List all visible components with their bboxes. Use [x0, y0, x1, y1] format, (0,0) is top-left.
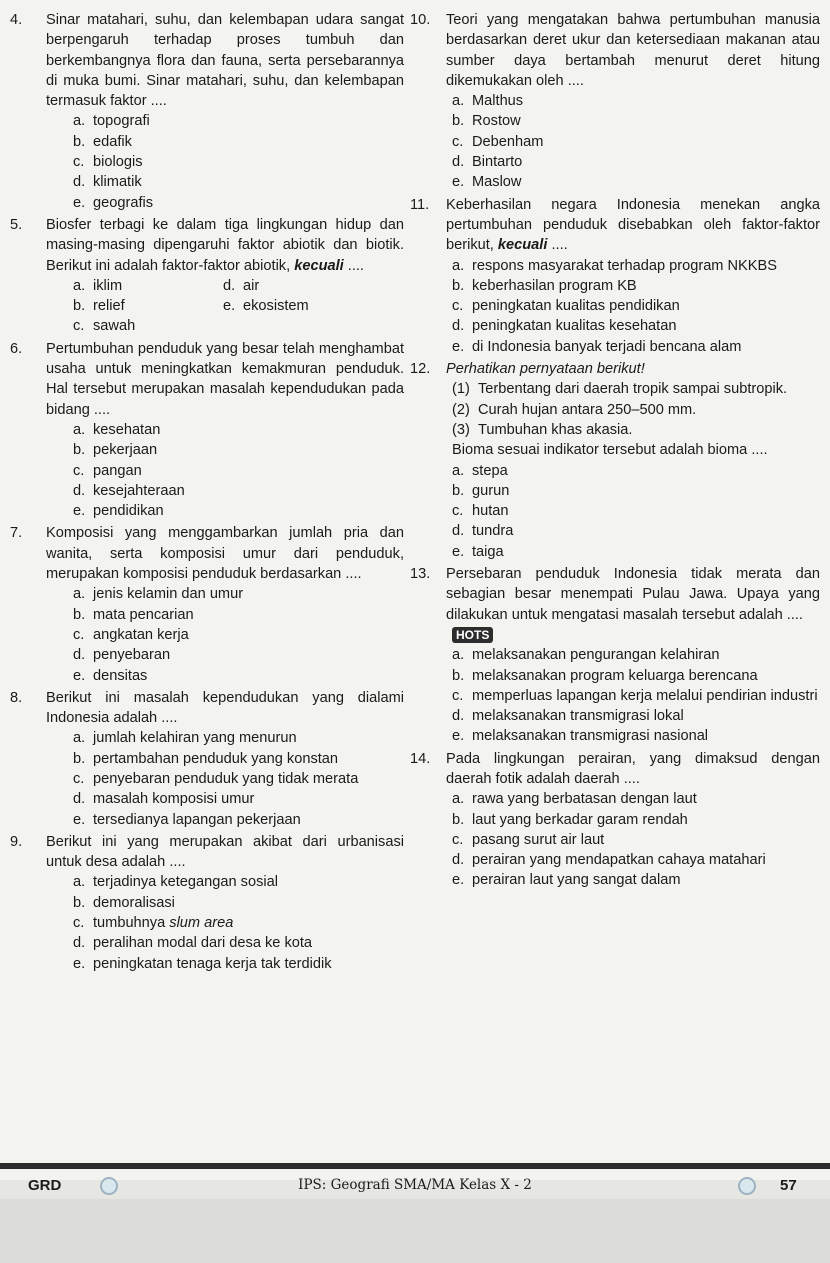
spacer	[8, 974, 404, 976]
answer-option	[73, 933, 404, 953]
answer-option	[73, 645, 404, 665]
option-letter: d.	[452, 708, 465, 725]
question-stem: Pada lingkungan perairan, yang dimaksud dengan daerah fotik adalah daerah ....	[446, 750, 820, 787]
option-text: peralihan modal dari desa ke kota	[93, 935, 313, 952]
statement	[452, 379, 820, 399]
question-number: 7.	[10, 525, 23, 542]
option-letter: c.	[73, 915, 85, 932]
option-text: edafik	[93, 133, 132, 150]
answer-option	[452, 542, 820, 562]
option-text: perairan laut yang sangat dalam	[472, 872, 681, 889]
question-row	[408, 10, 820, 91]
answer-option	[452, 645, 820, 665]
spacer	[408, 891, 820, 893]
answer-option	[73, 296, 223, 316]
option-text: melaksanakan transmigrasi lokal	[472, 708, 684, 725]
question-number: 13.	[410, 566, 431, 583]
answer-option	[73, 872, 404, 892]
question-stem: Biosfer terbagi ke dalam tiga lingkungan hidup dan masing-masing dipengaruhi faktor abiotik dan biotik. Berikut ini adalah faktor-faktor abiotik, kecuali ....	[46, 216, 404, 274]
question	[408, 564, 820, 749]
option-text: Bintarto	[472, 154, 523, 171]
option-grid	[73, 276, 404, 337]
question-row	[8, 339, 404, 420]
option-text: peningkatan kualitas pendidikan	[472, 298, 680, 315]
question-row	[408, 359, 820, 379]
option-letter: d.	[73, 791, 86, 808]
question-row	[8, 215, 404, 276]
question	[408, 10, 820, 195]
option-letter: e.	[452, 338, 465, 355]
option-letter: a.	[452, 93, 465, 110]
answer-option	[452, 850, 820, 870]
answer-option	[223, 276, 404, 296]
answer-option	[73, 584, 404, 604]
question-stem: Sinar matahari, suhu, dan kelembapan udara sangat berpengaruh terhadap proses tumbuh dan berkembangnya flora dan fauna, serta persebarannya di muka bumi. Sinar matahari, suhu, dan kelembapan termasuk faktor ....	[46, 12, 404, 110]
option-text: stepa	[472, 462, 508, 479]
option-text: mata pencarian	[93, 606, 194, 623]
option-list	[452, 789, 820, 890]
answer-option	[73, 893, 404, 913]
answer-option	[73, 625, 404, 645]
statement-text: Terbentang dari daerah tropik sampai subtropik.	[478, 381, 788, 398]
question-row	[408, 749, 820, 790]
option-text: demoralisasi	[93, 894, 175, 911]
answer-option	[73, 111, 404, 131]
question-row	[408, 564, 820, 625]
option-text: Malthus	[472, 93, 524, 110]
answer-option	[73, 420, 404, 440]
option-letter: c.	[73, 154, 85, 171]
question	[8, 339, 404, 524]
option-letter: e.	[73, 955, 86, 972]
left-column	[8, 10, 404, 976]
answer-option	[452, 726, 820, 746]
answer-option	[452, 256, 820, 276]
answer-option	[452, 172, 820, 192]
answer-option	[452, 686, 820, 706]
option-list	[452, 461, 820, 562]
option-text: perairan yang mendapatkan cahaya matahari	[472, 852, 766, 869]
question-stem-continued: Bioma sesuai indikator tersebut adalah bioma ....	[452, 442, 768, 459]
option-text: gurun	[472, 482, 510, 499]
option-letter: d.	[452, 154, 465, 171]
option-letter: b.	[73, 750, 86, 767]
answer-option	[452, 91, 820, 111]
answer-option	[73, 789, 404, 809]
option-text: taiga	[472, 543, 504, 560]
answer-option	[73, 666, 404, 686]
answer-option	[73, 276, 223, 296]
option-text: air	[243, 277, 260, 294]
option-text: tersedianya lapangan pekerjaan	[93, 811, 301, 828]
option-text: pendidikan	[93, 503, 164, 520]
option-letter: d.	[73, 174, 86, 191]
answer-option	[73, 913, 404, 933]
option-letter: e.	[452, 174, 465, 191]
page-footer	[0, 1163, 830, 1199]
question-stem: Persebaran penduduk Indonesia tidak merata dan sebagian besar menempati Pulau Jawa. Upaya yang dilakukan untuk mengatasi masalah tersebut adalah ....	[446, 566, 820, 623]
option-letter: c.	[452, 687, 464, 704]
option-letter: e.	[452, 872, 465, 889]
answer-option	[452, 111, 820, 131]
option-text: pertambahan penduduk yang konstan	[93, 750, 339, 767]
option-letter: c.	[452, 503, 464, 520]
answer-option	[452, 830, 820, 850]
question	[408, 195, 820, 359]
option-letter: a.	[452, 257, 465, 274]
option-text: Maslow	[472, 174, 522, 191]
option-letter: e.	[452, 728, 465, 745]
option-text: hutan	[472, 503, 509, 520]
statement-label: (2)	[452, 401, 470, 418]
answer-option	[452, 316, 820, 336]
option-text: tundra	[472, 523, 514, 540]
option-letter: c.	[73, 770, 85, 787]
option-letter: c.	[452, 831, 464, 848]
option-letter: a.	[73, 421, 86, 438]
option-letter: b.	[452, 113, 465, 130]
answer-option	[452, 501, 820, 521]
question	[8, 215, 404, 339]
option-text: peningkatan kualitas kesehatan	[472, 318, 677, 335]
option-text: pasang surut air laut	[472, 831, 605, 848]
answer-option	[73, 728, 404, 748]
circle-icon	[738, 1177, 756, 1195]
option-list	[452, 256, 820, 357]
option-letter: a.	[452, 462, 465, 479]
option-letter: b.	[73, 894, 86, 911]
option-list	[73, 111, 404, 212]
option-letter: d.	[452, 523, 465, 540]
option-letter: b.	[452, 667, 465, 684]
question	[8, 523, 404, 687]
answer-option	[73, 193, 404, 213]
option-text: melaksanakan pengurangan kelahiran	[472, 647, 720, 664]
option-letter: a.	[452, 791, 465, 808]
option-text: jumlah kelahiran yang menurun	[93, 730, 297, 747]
answer-option	[73, 440, 404, 460]
statement	[452, 420, 820, 440]
answer-option	[452, 870, 820, 890]
answer-option	[452, 296, 820, 316]
option-letter: d.	[73, 935, 86, 952]
option-list	[73, 728, 404, 829]
option-letter: e.	[73, 667, 86, 684]
option-letter: b.	[73, 298, 86, 315]
question	[8, 10, 404, 215]
answer-option	[73, 152, 404, 172]
question-stem: Berikut ini yang merupakan akibat dari urbanisasi untuk desa adalah ....	[46, 833, 404, 871]
option-text: topografi	[93, 113, 150, 130]
option-text: relief	[93, 298, 125, 315]
option-letter: d.	[73, 647, 86, 664]
question-number: 4.	[10, 12, 23, 28]
option-letter: c.	[73, 626, 85, 643]
question-stem: Komposisi yang menggambarkan jumlah pria dan wanita, serta komposisi umur dari penduduk, merupakan komposisi penduduk berdasarkan ....	[46, 525, 404, 583]
answer-option	[452, 666, 820, 686]
option-text: Debenham	[472, 133, 544, 150]
option-letter: d.	[223, 277, 236, 294]
option-text: jenis kelamin dan umur	[93, 586, 244, 603]
option-text: melaksanakan program keluarga berencana	[472, 667, 758, 684]
question-row	[8, 523, 404, 584]
answer-option	[73, 461, 404, 481]
option-text: pangan	[93, 462, 142, 479]
option-list	[452, 645, 820, 746]
option-letter: b.	[73, 133, 86, 150]
option-text: laut yang berkadar garam rendah	[472, 811, 688, 828]
answer-option	[452, 337, 820, 357]
option-text: penyebaran penduduk yang tidak merata	[93, 770, 359, 787]
answer-option	[452, 481, 820, 501]
option-letter: b.	[452, 277, 465, 294]
background-surface	[0, 1199, 830, 1263]
footer-title: IPS: Geografi SMA/MA Kelas X - 2	[298, 1177, 532, 1193]
option-letter: d.	[452, 852, 465, 869]
answer-option	[73, 501, 404, 521]
option-text: iklim	[93, 277, 123, 294]
option-letter: e.	[73, 194, 86, 211]
option-text: pekerjaan	[93, 442, 158, 459]
option-letter: c.	[73, 462, 85, 479]
answer-option	[73, 172, 404, 192]
option-list	[73, 420, 404, 521]
option-letter: e.	[223, 298, 236, 315]
option-text: angkatan kerja	[93, 626, 189, 643]
question-stem: Pertumbuhan penduduk yang besar telah menghambat usaha untuk meningkatkan kemakmuran penduduk. Hal tersebut merupakan masalah kependudukan pada bidang ....	[46, 340, 404, 418]
option-text: peningkatan tenaga kerja tak terdidik	[93, 955, 332, 972]
page-number: 57	[780, 1177, 797, 1194]
hots-badge: HOTS	[452, 627, 493, 643]
brand-logo: GRD	[28, 1177, 62, 1194]
option-text: ekosistem	[243, 298, 309, 315]
option-list	[452, 91, 820, 192]
option-letter: c.	[452, 133, 464, 150]
answer-option	[452, 810, 820, 830]
question	[408, 749, 820, 893]
option-letter: d.	[73, 482, 86, 499]
option-letter: a.	[73, 586, 86, 603]
option-letter: a.	[73, 730, 86, 747]
answer-option	[452, 276, 820, 296]
option-text: melaksanakan transmigrasi nasional	[472, 728, 709, 745]
statement-label: (1)	[452, 381, 470, 398]
answer-option	[452, 706, 820, 726]
question	[8, 688, 404, 832]
question-stem: Teori yang mengatakan bahwa pertumbuhan manusia berdasarkan deret ukur dan ketersediaan makanan atau sumber daya bertambah menurut deret hitung dikemukakan oleh ....	[446, 12, 820, 89]
option-letter: b.	[73, 442, 86, 459]
option-letter: d.	[452, 318, 465, 335]
answer-option	[452, 789, 820, 809]
option-letter: a.	[73, 113, 86, 130]
option-text: memperluas lapangan kerja melalui pendirian industri	[472, 687, 818, 704]
option-list	[73, 584, 404, 685]
answer-option	[73, 810, 404, 830]
option-list	[73, 872, 404, 973]
option-text: kesehatan	[93, 421, 161, 438]
option-letter: c.	[73, 318, 85, 335]
answer-option	[452, 461, 820, 481]
option-letter: e.	[73, 811, 86, 828]
option-letter: b.	[452, 482, 465, 499]
question-stem: Perhatikan pernyataan berikut!	[446, 361, 645, 378]
option-letter: a.	[73, 874, 86, 891]
statement	[452, 400, 820, 420]
question-stem: Berikut ini masalah kependudukan yang dialami Indonesia adalah ....	[46, 689, 404, 727]
option-text: kesejahteraan	[93, 482, 185, 499]
question-number: 6.	[10, 340, 23, 357]
answer-option	[452, 152, 820, 172]
option-letter: b.	[452, 811, 465, 828]
option-text: rawa yang berbatasan dengan laut	[472, 791, 697, 808]
question-row	[408, 195, 820, 256]
question-number: 9.	[10, 833, 23, 850]
footer-bar	[0, 1163, 830, 1169]
answer-option	[73, 954, 404, 974]
option-letter: a.	[452, 647, 465, 664]
statement-text: Tumbuhan khas akasia.	[478, 421, 633, 438]
option-text: biologis	[93, 154, 143, 171]
answer-option	[73, 316, 223, 336]
option-text: geografis	[93, 194, 154, 211]
option-text: Rostow	[472, 113, 521, 130]
answer-option	[73, 481, 404, 501]
option-text: terjadinya ketegangan sosial	[93, 874, 278, 891]
question-number: 8.	[10, 689, 23, 706]
answer-option	[452, 132, 820, 152]
answer-option	[73, 132, 404, 152]
question-row	[8, 10, 404, 111]
option-text: sawah	[93, 318, 136, 335]
right-column	[408, 10, 820, 893]
question-row	[8, 832, 404, 873]
question	[408, 359, 820, 564]
question-number: 10.	[410, 12, 431, 28]
question-stem: Keberhasilan negara Indonesia menekan angka pertumbuhan penduduk disebabkan oleh faktor-faktor berikut, kecuali ....	[446, 196, 820, 254]
statement-text: Curah hujan antara 250–500 mm.	[478, 401, 697, 418]
option-text: keberhasilan program KB	[472, 277, 637, 294]
option-letter: b.	[73, 606, 86, 623]
option-text: respons masyarakat terhadap program NKKBS	[472, 257, 777, 274]
question-number: 5.	[10, 216, 23, 233]
option-letter: a.	[73, 277, 86, 294]
question-number: 14.	[410, 750, 431, 767]
statement-label: (3)	[452, 421, 470, 438]
question-row	[8, 688, 404, 729]
option-text: tumbuhnya slum area	[93, 915, 234, 932]
option-text: masalah komposisi umur	[93, 791, 255, 808]
answer-option	[73, 749, 404, 769]
answer-option	[73, 769, 404, 789]
question-number: 11.	[410, 196, 430, 213]
option-text: di Indonesia banyak terjadi bencana alam	[472, 338, 742, 355]
answer-option	[452, 521, 820, 541]
option-text: klimatik	[93, 174, 142, 191]
question-number: 12.	[410, 361, 431, 378]
answer-option	[223, 296, 404, 316]
option-letter: e.	[452, 543, 465, 560]
option-letter: e.	[73, 503, 86, 520]
question	[8, 832, 404, 976]
option-text: penyebaran	[93, 647, 171, 664]
option-letter: c.	[452, 298, 464, 315]
answer-option	[73, 605, 404, 625]
option-text: densitas	[93, 667, 148, 684]
